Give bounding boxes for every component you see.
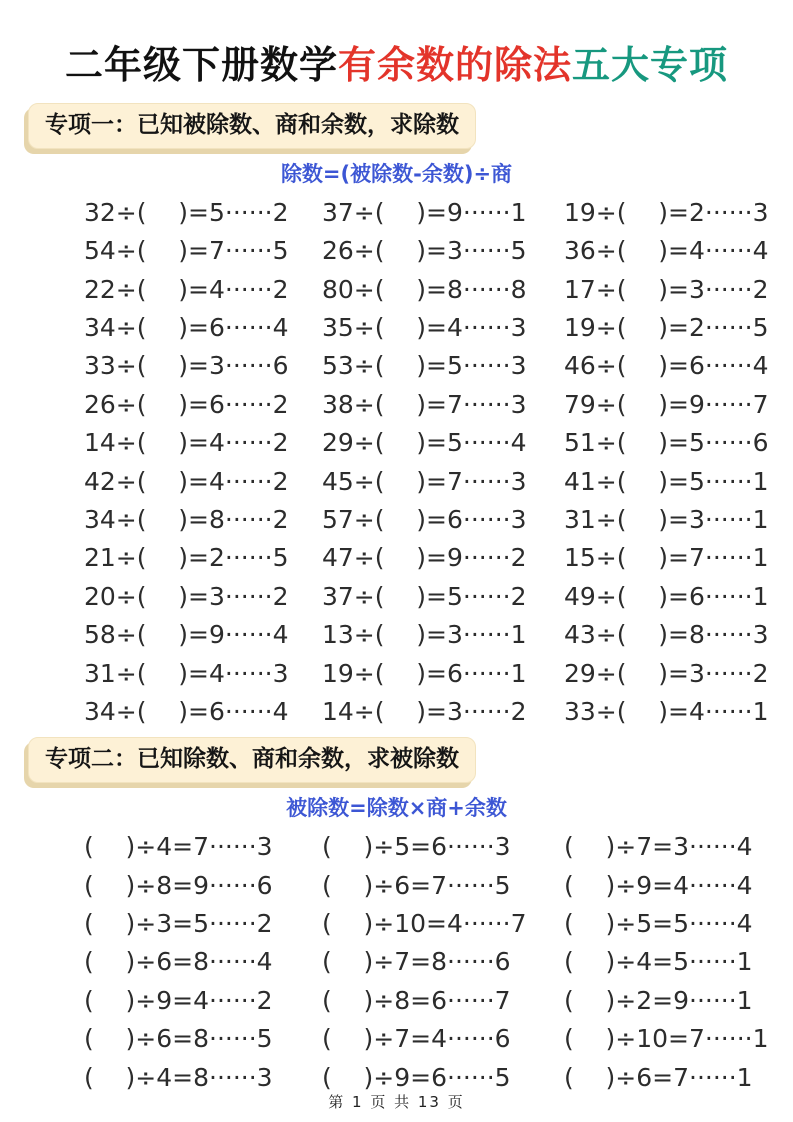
problem-equation: 29÷( )=3······2 — [564, 658, 769, 688]
problem-equation: 38÷( )=7······3 — [322, 389, 527, 419]
problem-equation: ( )÷5=6······3 — [322, 832, 511, 862]
problem-equation: 57÷( )=6······3 — [322, 505, 527, 534]
problem-equation: ( )÷9=6······5 — [322, 1062, 511, 1092]
problem-equation: ( )÷10=7······1 — [564, 1024, 769, 1054]
problem-equation: 33÷( )=3······6 — [84, 351, 289, 381]
problem-equation: 32÷( )=5······2 — [84, 197, 289, 227]
problem-equation: 41÷( )=5······1 — [564, 466, 769, 496]
problem-equation: ( )÷6=8······4 — [84, 947, 273, 977]
problem-equation: 31÷( )=3······1 — [564, 505, 769, 534]
problem-equation: 37÷( )=9······1 — [322, 197, 527, 227]
problem-equation: 34÷( )=6······4 — [84, 312, 289, 342]
problem-equation: 49÷( )=6······1 — [564, 581, 769, 611]
section2-heading-box — [28, 737, 476, 783]
page-title — [10, 34, 783, 89]
problem-equation: 20÷( )=3······2 — [84, 581, 289, 611]
section2-heading-label: 专项二：已知除数、商和余数，求被除数 — [45, 746, 459, 773]
problem-equation: 15÷( )=7······1 — [564, 543, 769, 573]
problem-equation: ( )÷9=4······4 — [564, 870, 753, 900]
problem-equation: 21÷( )=2······5 — [84, 543, 289, 573]
problem-equation: 53÷( )=5······3 — [322, 351, 527, 381]
problem-equation: 34÷( )=8······2 — [84, 505, 289, 534]
problem-equation: ( )÷6=7······1 — [564, 1062, 753, 1092]
problem-equation: ( )÷7=4······6 — [322, 1024, 511, 1054]
problem-equation: ( )÷3=5······2 — [84, 909, 273, 938]
problem-equation: ( )÷7=8······6 — [322, 947, 511, 977]
title-part-black: 二年级下册数学 — [64, 42, 338, 87]
problem-equation: 34÷( )=6······4 — [84, 697, 289, 727]
problem-equation: 51÷( )=5······6 — [564, 428, 769, 458]
problem-equation: ( )÷8=6······7 — [322, 985, 511, 1015]
title-part-red: 有余数的除法 — [337, 42, 572, 87]
problem-equation: 26÷( )=3······5 — [322, 236, 527, 266]
section2 — [0, 731, 793, 1097]
problem-equation: 31÷( )=4······3 — [84, 658, 289, 688]
problem-equation: ( )÷7=3······4 — [564, 832, 753, 862]
problem-equation: 58÷( )=9······4 — [84, 620, 289, 650]
problem-equation: 26÷( )=6······2 — [84, 389, 289, 419]
problem-equation: 79÷( )=9······7 — [564, 389, 769, 419]
problem-equation: 13÷( )=3······1 — [322, 620, 527, 650]
section1-heading-box — [28, 103, 476, 149]
problem-equation: ( )÷10=4······7 — [322, 909, 527, 938]
problem-equation: ( )÷2=9······1 — [564, 985, 753, 1015]
problem-equation: ( )÷6=8······5 — [84, 1024, 273, 1054]
problem-equation: ( )÷4=5······1 — [564, 947, 753, 977]
problem-equation: 47÷( )=9······2 — [322, 543, 527, 573]
problem-equation: 19÷( )=2······3 — [564, 197, 769, 227]
page-footer: 第 1 页 共 13 页 — [328, 1093, 465, 1111]
problem-equation: 45÷( )=7······3 — [322, 466, 527, 496]
problem-equation: ( )÷9=4······2 — [84, 985, 273, 1015]
problem-equation: 29÷( )=5······4 — [322, 428, 527, 458]
problem-equation: 43÷( )=8······3 — [564, 620, 769, 650]
section1-heading-label: 专项一：已知被除数、商和余数，求除数 — [45, 112, 459, 138]
problem-equation: ( )÷5=5······4 — [564, 909, 753, 938]
problem-equation: 33÷( )=4······1 — [564, 697, 769, 727]
problem-equation: 14÷( )=4······2 — [84, 428, 289, 458]
problem-equation: 46÷( )=6······4 — [564, 351, 769, 381]
problem-equation: 42÷( )=4······2 — [84, 466, 289, 496]
problem-equation: 35÷( )=4······3 — [322, 312, 527, 342]
problem-equation: ( )÷4=8······3 — [84, 1062, 273, 1092]
title-part-green: 五大专项 — [572, 42, 729, 87]
problem-equation: 14÷( )=3······2 — [322, 697, 527, 727]
problem-equation: 19÷( )=2······5 — [564, 312, 769, 342]
problem-equation: 37÷( )=5······2 — [322, 581, 527, 611]
problem-equation: 36÷( )=4······4 — [564, 236, 769, 266]
problem-equation: ( )÷8=9······6 — [84, 870, 273, 900]
section1 — [0, 97, 793, 731]
problem-equation: 54÷( )=7······5 — [84, 236, 289, 266]
section1-formula: 除数=(被除数-余数)÷商 — [280, 161, 513, 186]
problem-equation: ( )÷6=7······5 — [322, 870, 511, 900]
problem-equation: 80÷( )=8······8 — [322, 274, 527, 304]
problem-equation: ( )÷4=7······3 — [84, 832, 273, 862]
section2-formula: 被除数=除数×商+余数 — [286, 796, 507, 821]
problem-equation: 22÷( )=4······2 — [84, 274, 289, 304]
problem-equation: 19÷( )=6······1 — [322, 658, 527, 688]
problem-equation: 17÷( )=3······2 — [564, 274, 769, 304]
section2-problem-grid — [84, 828, 769, 1097]
section1-problem-grid — [84, 194, 769, 732]
